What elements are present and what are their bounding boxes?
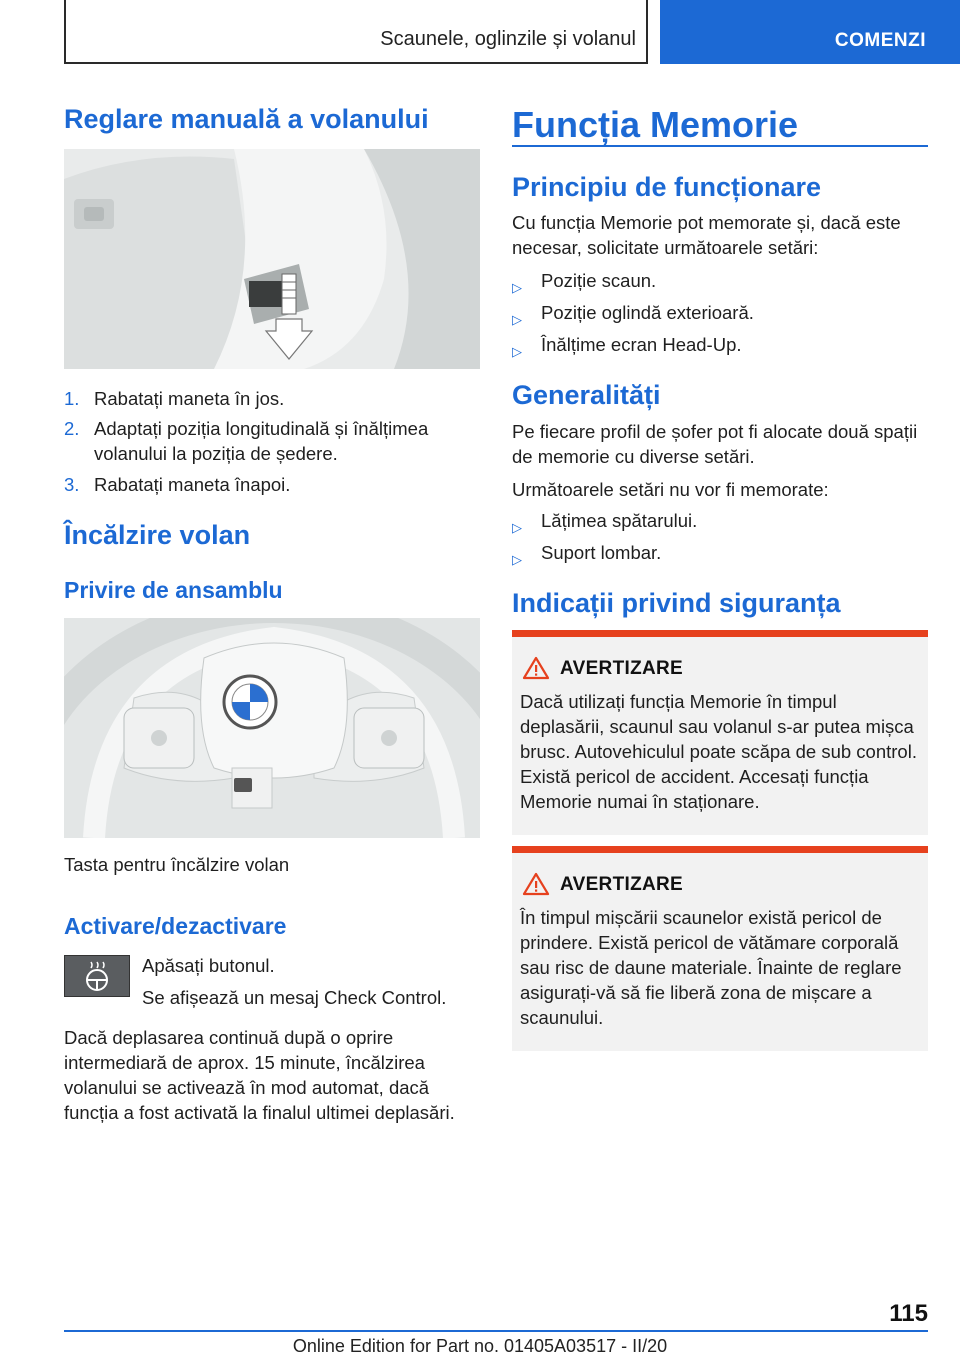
warning-box	[512, 846, 928, 1051]
figure-caption: Tasta pentru încălzire volan	[64, 854, 290, 875]
warning-title: AVERTIZARE	[560, 874, 683, 895]
heating-button[interactable]	[64, 955, 130, 997]
activate-instruction: Apăsați butonul.	[142, 955, 275, 976]
step-number: 3.	[64, 474, 80, 495]
list-item	[512, 332, 928, 357]
triangle-bullet-icon: ▷	[512, 280, 522, 295]
general-text: Pe fiecare profil de șofer pot fi alocate două spații de memorie cu diverse setări.	[512, 421, 918, 467]
steering-lever-illustration	[64, 149, 480, 369]
list-item-text: Poziție scaun.	[541, 270, 657, 291]
header-tab-label: COMENZI	[834, 30, 926, 51]
auto-activation-text: Dacă deplasarea continuă după o oprire intermediară de aprox. 15 minute, încălzirea volanului se activează în mod automat, dacă funcția a fost activată la finalul ultimei deplasări.	[64, 1027, 455, 1123]
figure-steering-lever	[64, 149, 480, 369]
list-item-text: Înălțime ecran Head-Up.	[541, 334, 742, 355]
step-number: 2.	[64, 418, 80, 439]
heading-manual-steering: Reglare manuală a volanului	[64, 104, 429, 134]
list-item-text: Suport lombar.	[541, 542, 662, 563]
list-item	[512, 508, 928, 533]
header-tab-comenzi[interactable]	[660, 0, 960, 64]
step-text: Adaptați poziția longitudinală și înălțimea volanului la poziția de ședere.	[94, 418, 429, 464]
heading-principle: Principiu de funcționare	[512, 172, 822, 202]
step-text: Rabatați maneta înapoi.	[94, 474, 291, 495]
warning-triangle-icon	[522, 656, 550, 680]
heading-memory-function: Funcția Memorie	[512, 104, 799, 145]
warning-bar	[512, 846, 928, 853]
steps-list	[64, 386, 480, 496]
list-item	[512, 540, 928, 565]
steering-heat-icon	[65, 956, 129, 996]
general-text-2: Următoarele setări nu vor fi memorate:	[512, 479, 829, 500]
heading-safety: Indicații privind siguranța	[512, 588, 841, 618]
activate-result: Se afișează un mesaj Check Control.	[142, 987, 447, 1008]
heading-general: Generalități	[512, 380, 661, 410]
triangle-bullet-icon: ▷	[512, 520, 522, 535]
list-item-text: Lățimea spătarului.	[541, 510, 698, 531]
warning-text: În timpul mișcării scaunelor există pericol de prindere. Există pericol de vătămare corporală sau risc de daune materiale. Înainte de reglare asigurați-vă să fie liberă zona de mișcare a scaunului.	[520, 907, 902, 1028]
footer-rule	[64, 1330, 928, 1332]
triangle-bullet-icon: ▷	[512, 312, 522, 327]
header-section-title: Scaunele, oglinzile și volanul	[380, 28, 636, 50]
heading-rule	[512, 145, 928, 147]
warning-text: Dacă utilizați funcția Memorie în timpul deplasării, scaunul sau volanul s-ar putea mișca brusc. Autovehiculul poate scăpa de sub control. Există pericol de accident. Accesați funcția Memorie numai în staționare.	[520, 691, 917, 812]
step-text: Rabatați maneta în jos.	[94, 388, 285, 409]
triangle-bullet-icon: ▷	[512, 344, 522, 359]
heading-steering-heating: Încălzire volan	[64, 520, 251, 550]
warning-box	[512, 630, 928, 835]
warning-bar	[512, 630, 928, 637]
footer-edition: Online Edition for Part no. 01405A03517 - II/20	[292, 1336, 668, 1356]
list-item	[512, 268, 928, 293]
list-item-text: Poziție oglindă exterioară.	[541, 302, 754, 323]
principle-text: Cu funcția Memorie pot memorate și, dacă este necesar, solicitate următoarele setări:	[512, 212, 901, 258]
triangle-bullet-icon: ▷	[512, 552, 522, 567]
steering-wheel-illustration	[64, 618, 480, 838]
heading-activate: Activare/dezactivare	[64, 913, 287, 939]
list-item	[512, 300, 928, 325]
page-number: 115	[889, 1300, 928, 1327]
warning-title: AVERTIZARE	[560, 658, 683, 679]
warning-triangle-icon	[522, 872, 550, 896]
step-number: 1.	[64, 388, 80, 409]
figure-steering-wheel	[64, 618, 480, 838]
heading-overview: Privire de ansamblu	[64, 577, 283, 603]
